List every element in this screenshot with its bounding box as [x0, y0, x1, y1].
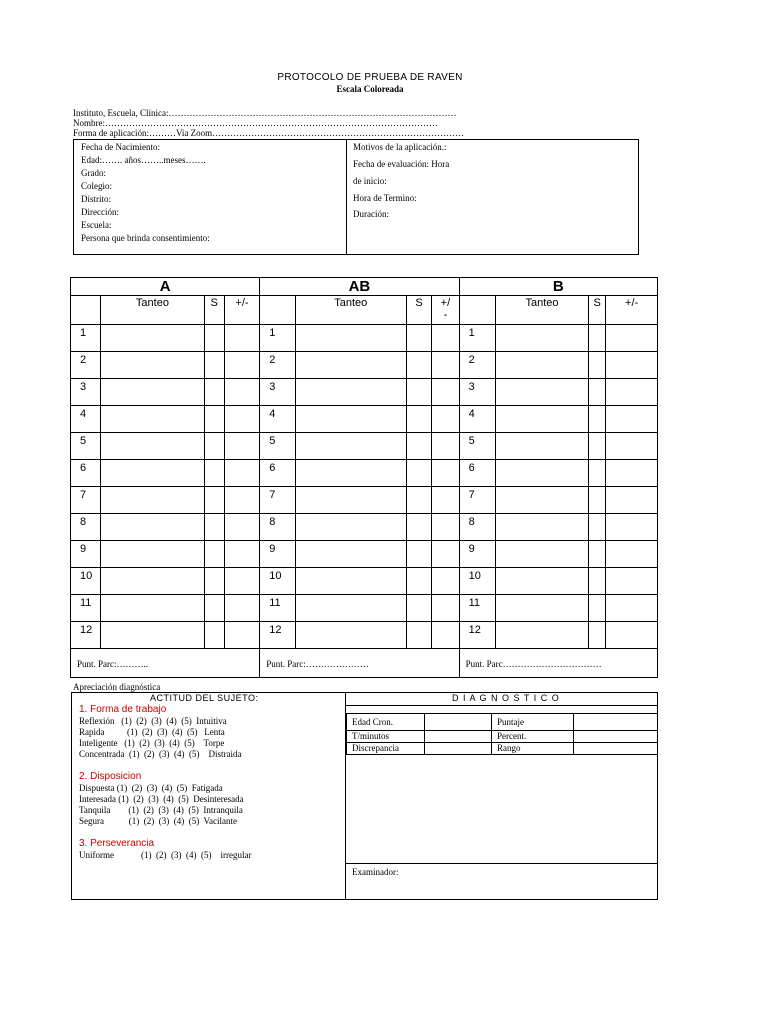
- pm-cell-b[interactable]: [606, 460, 658, 487]
- motivos-field[interactable]: Motivos de la aplicación.:: [353, 142, 447, 152]
- col-pm-ab-part2: -: [443, 309, 448, 321]
- s-cell-ab[interactable]: [406, 433, 431, 460]
- actitud-row[interactable]: Uniforme (1) (2) (3) (4) (5) irregular: [79, 850, 252, 860]
- col-s-a: S: [204, 296, 224, 325]
- s-cell-a[interactable]: [204, 487, 224, 514]
- pm-cell-ab[interactable]: [432, 622, 459, 649]
- item-number-ab: 5: [260, 433, 295, 460]
- item-number-a: 1: [71, 325, 101, 352]
- pm-cell-ab[interactable]: [432, 352, 459, 379]
- pm-cell-a[interactable]: [224, 406, 259, 433]
- tanteo-cell-a[interactable]: [101, 514, 204, 541]
- tanteo-cell-a[interactable]: [101, 487, 204, 514]
- info-divider: [346, 140, 347, 254]
- tanteo-cell-a[interactable]: [101, 541, 204, 568]
- discrepancia-label: Discrepancia: [347, 743, 425, 755]
- s-cell-ab[interactable]: [406, 352, 431, 379]
- pm-cell-b[interactable]: [606, 325, 658, 352]
- s-cell-b[interactable]: [589, 568, 606, 595]
- pm-cell-a[interactable]: [224, 325, 259, 352]
- tanteo-cell-a[interactable]: [101, 379, 204, 406]
- edad-field[interactable]: Edad:……. años……..meses…….: [81, 155, 206, 165]
- instituto-field[interactable]: Instituto, Escuela, Clínica:……………………………………………………………………………………: [73, 108, 457, 118]
- pm-cell-ab[interactable]: [432, 487, 459, 514]
- score-row: [71, 568, 658, 595]
- tanteo-cell-ab[interactable]: [295, 433, 406, 460]
- s-cell-b[interactable]: [589, 595, 606, 622]
- item-number-b: 7: [459, 487, 495, 514]
- pm-cell-a[interactable]: [224, 433, 259, 460]
- percent-value[interactable]: [574, 731, 658, 743]
- col-tanteo-a: Tanteo: [101, 296, 204, 325]
- col-tanteo-b: Tanteo: [496, 296, 589, 325]
- pm-cell-b[interactable]: [606, 568, 658, 595]
- s-cell-ab[interactable]: [406, 379, 431, 406]
- colegio-field[interactable]: Colegio:: [81, 181, 112, 191]
- actitud-row[interactable]: Segura (1) (2) (3) (4) (5) Vacilante: [79, 816, 238, 826]
- s-cell-b[interactable]: [589, 406, 606, 433]
- pm-cell-a[interactable]: [224, 460, 259, 487]
- item-number-a: 6: [71, 460, 101, 487]
- section-ab-header: AB: [260, 278, 459, 296]
- s-cell-ab[interactable]: [406, 487, 431, 514]
- actitud-row[interactable]: Inteligente (1) (2) (3) (4) (5) Torpe: [79, 738, 225, 748]
- pm-cell-ab[interactable]: [432, 541, 459, 568]
- item-number-a: 2: [71, 352, 101, 379]
- s-cell-a[interactable]: [204, 622, 224, 649]
- s-cell-ab[interactable]: [406, 460, 431, 487]
- s-cell-a[interactable]: [204, 460, 224, 487]
- tanteo-cell-ab[interactable]: [295, 379, 406, 406]
- pm-cell-b[interactable]: [606, 352, 658, 379]
- tanteo-cell-ab[interactable]: [295, 568, 406, 595]
- score-row: [71, 325, 658, 352]
- s-cell-a[interactable]: [204, 568, 224, 595]
- duracion-field[interactable]: Duración:: [353, 209, 389, 219]
- score-table: [70, 277, 658, 678]
- escuela-field[interactable]: Escuela:: [81, 220, 112, 230]
- section-b-header: B: [459, 278, 657, 296]
- col-pm-b: +/-: [606, 296, 658, 325]
- diag-title-line: [346, 705, 657, 706]
- item-number-a: 11: [71, 595, 101, 622]
- item-number-a: 12: [71, 622, 101, 649]
- score-row: [71, 595, 658, 622]
- s-cell-ab[interactable]: [406, 406, 431, 433]
- tanteo-cell-b[interactable]: [496, 487, 589, 514]
- actitud-row[interactable]: Tanquila (1) (2) (3) (4) (5) Intranquila: [79, 805, 243, 815]
- info-box: [73, 139, 639, 255]
- pm-cell-a[interactable]: [224, 514, 259, 541]
- grado-field[interactable]: Grado:: [81, 168, 106, 178]
- discrepancia-value[interactable]: [425, 743, 492, 755]
- item-number-b: 5: [459, 433, 495, 460]
- item-number-b: 8: [459, 514, 495, 541]
- item-number-ab: 6: [260, 460, 295, 487]
- tminutos-label: T/minutos: [347, 731, 425, 743]
- tanteo-cell-a[interactable]: [101, 460, 204, 487]
- tanteo-cell-a[interactable]: [101, 406, 204, 433]
- direccion-field[interactable]: Dirección:: [81, 207, 119, 217]
- s-cell-a[interactable]: [204, 595, 224, 622]
- rango-label: Rango: [492, 743, 574, 755]
- tanteo-cell-b[interactable]: [496, 595, 589, 622]
- item-number-ab: 2: [260, 352, 295, 379]
- col-s-b: S: [589, 296, 606, 325]
- tanteo-cell-ab[interactable]: [295, 325, 406, 352]
- disposicion-heading: 2. Disposicion: [79, 771, 142, 782]
- pm-cell-b[interactable]: [606, 622, 658, 649]
- pm-cell-b[interactable]: [606, 433, 658, 460]
- tanteo-cell-ab[interactable]: [295, 541, 406, 568]
- punt-parc-b[interactable]: Punt. Parc……………………………: [459, 649, 657, 678]
- s-cell-a[interactable]: [204, 406, 224, 433]
- score-row: [71, 406, 658, 433]
- pm-cell-ab[interactable]: [432, 595, 459, 622]
- s-cell-ab[interactable]: [406, 541, 431, 568]
- tanteo-cell-b[interactable]: [496, 541, 589, 568]
- hora-inicio-field[interactable]: de inicio:: [353, 176, 387, 186]
- tanteo-cell-ab[interactable]: [295, 460, 406, 487]
- pm-cell-ab[interactable]: [432, 406, 459, 433]
- forma-trabajo-heading: 1. Forma de trabajo: [79, 704, 167, 715]
- pm-cell-ab[interactable]: [432, 568, 459, 595]
- item-number-ab: 3: [260, 379, 295, 406]
- s-cell-ab[interactable]: [406, 595, 431, 622]
- tanteo-cell-b[interactable]: [496, 433, 589, 460]
- actitud-row[interactable]: Reflexión (1) (2) (3) (4) (5) Intuitiva: [79, 716, 227, 726]
- punt-parc-a[interactable]: Punt. Parc:………..: [71, 649, 260, 678]
- pm-cell-a[interactable]: [224, 352, 259, 379]
- col-s-ab: S: [406, 296, 431, 325]
- forma-aplicacion-field[interactable]: Forma de aplicación:………Via Zoom…………………………………………………………………………: [73, 128, 465, 138]
- pm-cell-a[interactable]: [224, 622, 259, 649]
- actitud-row[interactable]: Concentrada (1) (2) (3) (4) (5) Distraida: [79, 749, 242, 759]
- consentimiento-field[interactable]: Persona que brinda consentimiento:: [81, 233, 210, 243]
- form-title: PROTOCOLO DE PRUEBA DE RAVEN: [277, 72, 463, 83]
- item-number-a: 3: [71, 379, 101, 406]
- pm-cell-ab[interactable]: [432, 460, 459, 487]
- item-number-ab: 12: [260, 622, 295, 649]
- percent-label: Percent.: [492, 731, 574, 743]
- item-number-b: 9: [459, 541, 495, 568]
- tminutos-value[interactable]: [425, 731, 492, 743]
- s-cell-a[interactable]: [204, 433, 224, 460]
- tanteo-cell-b[interactable]: [496, 460, 589, 487]
- tanteo-cell-b[interactable]: [496, 622, 589, 649]
- puntaje-label: Puntaje: [492, 714, 574, 731]
- score-row: [71, 541, 658, 568]
- pm-cell-ab[interactable]: [432, 325, 459, 352]
- s-cell-ab[interactable]: [406, 568, 431, 595]
- s-cell-a[interactable]: [204, 541, 224, 568]
- s-cell-a[interactable]: [204, 379, 224, 406]
- pm-cell-a[interactable]: [224, 379, 259, 406]
- item-number-ab: 10: [260, 568, 295, 595]
- col-pm-a: +/-: [224, 296, 259, 325]
- tanteo-cell-ab[interactable]: [295, 487, 406, 514]
- pm-cell-ab[interactable]: [432, 514, 459, 541]
- fecha-nacimiento-field[interactable]: Fecha de Nacimiento:: [81, 142, 160, 152]
- item-number-ab: 4: [260, 406, 295, 433]
- item-number-ab: 8: [260, 514, 295, 541]
- pm-cell-b[interactable]: [606, 595, 658, 622]
- s-cell-b[interactable]: [589, 460, 606, 487]
- pm-cell-a[interactable]: [224, 487, 259, 514]
- col-pm-ab-part1: +/: [440, 297, 451, 309]
- item-number-ab: 11: [260, 595, 295, 622]
- s-cell-b[interactable]: [589, 487, 606, 514]
- pm-cell-ab[interactable]: [432, 379, 459, 406]
- col-pm-ab: [432, 296, 459, 325]
- tanteo-cell-b[interactable]: [496, 325, 589, 352]
- tanteo-cell-ab[interactable]: [295, 514, 406, 541]
- tanteo-cell-a[interactable]: [101, 568, 204, 595]
- item-number-b: 1: [459, 325, 495, 352]
- item-number-a: 7: [71, 487, 101, 514]
- examinador-field[interactable]: Examinador:: [352, 867, 399, 877]
- s-cell-ab[interactable]: [406, 514, 431, 541]
- diagnostico-table: [346, 713, 658, 755]
- actitud-row[interactable]: Rapida (1) (2) (3) (4) (5) Lenta: [79, 727, 225, 737]
- tanteo-cell-b[interactable]: [496, 514, 589, 541]
- tanteo-cell-b[interactable]: [496, 379, 589, 406]
- score-row: [71, 433, 658, 460]
- s-cell-b[interactable]: [589, 514, 606, 541]
- actitud-row[interactable]: Dispuesta (1) (2) (3) (4) (5) Fatigada: [79, 783, 223, 793]
- rango-value[interactable]: [574, 743, 658, 755]
- score-row: [71, 622, 658, 649]
- tanteo-cell-ab[interactable]: [295, 595, 406, 622]
- s-cell-a[interactable]: [204, 325, 224, 352]
- item-number-a: 5: [71, 433, 101, 460]
- pm-cell-b[interactable]: [606, 514, 658, 541]
- col-tanteo-ab: Tanteo: [295, 296, 406, 325]
- nombre-field[interactable]: Nombre:…………………………………………………………………………………………………: [73, 118, 438, 128]
- s-cell-ab[interactable]: [406, 325, 431, 352]
- item-number-ab: 1: [260, 325, 295, 352]
- score-row: [71, 460, 658, 487]
- actitud-row[interactable]: Interesada (1) (2) (3) (4) (5) Desinteresada: [79, 794, 244, 804]
- item-number-b: 6: [459, 460, 495, 487]
- diagnostico-title: D I A G N O S T I C O: [452, 693, 560, 703]
- pm-cell-b[interactable]: [606, 541, 658, 568]
- pm-cell-a[interactable]: [224, 541, 259, 568]
- s-cell-a[interactable]: [204, 352, 224, 379]
- item-number-ab: 9: [260, 541, 295, 568]
- s-cell-b[interactable]: [589, 352, 606, 379]
- tanteo-cell-ab[interactable]: [295, 406, 406, 433]
- s-cell-b[interactable]: [589, 622, 606, 649]
- col-num-b: [459, 296, 495, 325]
- item-number-a: 8: [71, 514, 101, 541]
- s-cell-b[interactable]: [589, 433, 606, 460]
- apreciacion-label: Apreciación diagnóstica: [73, 682, 161, 692]
- examinador-line: [346, 863, 657, 864]
- pm-cell-b[interactable]: [606, 379, 658, 406]
- tanteo-cell-b[interactable]: [496, 406, 589, 433]
- perseverancia-heading: 3. Perseverancia: [79, 838, 155, 849]
- tanteo-cell-a[interactable]: [101, 595, 204, 622]
- col-num-ab: [260, 296, 295, 325]
- score-row: [71, 487, 658, 514]
- item-number-b: 3: [459, 379, 495, 406]
- actitud-title: ACTITUD DEL SUJETO:: [150, 693, 259, 703]
- tanteo-cell-a[interactable]: [101, 433, 204, 460]
- hora-termino-field[interactable]: Hora de Termino:: [353, 193, 417, 203]
- s-cell-ab[interactable]: [406, 622, 431, 649]
- item-number-b: 11: [459, 595, 495, 622]
- s-cell-b[interactable]: [589, 541, 606, 568]
- item-number-b: 12: [459, 622, 495, 649]
- tanteo-cell-b[interactable]: [496, 352, 589, 379]
- edad-cron-label: Edad Cron.: [347, 714, 425, 731]
- s-cell-a[interactable]: [204, 514, 224, 541]
- pm-cell-b[interactable]: [606, 487, 658, 514]
- tanteo-cell-a[interactable]: [101, 622, 204, 649]
- score-row: [71, 514, 658, 541]
- item-number-b: 2: [459, 352, 495, 379]
- tanteo-cell-ab[interactable]: [295, 622, 406, 649]
- col-num-a: [71, 296, 101, 325]
- tanteo-cell-ab[interactable]: [295, 352, 406, 379]
- punt-parc-ab[interactable]: Punt. Parc:…………………: [260, 649, 459, 678]
- item-number-ab: 7: [260, 487, 295, 514]
- item-number-a: 4: [71, 406, 101, 433]
- form-subtitle: Escala Coloreada: [336, 84, 404, 94]
- edad-cron-value[interactable]: [425, 714, 492, 731]
- item-number-a: 10: [71, 568, 101, 595]
- tanteo-cell-b[interactable]: [496, 568, 589, 595]
- s-cell-b[interactable]: [589, 379, 606, 406]
- pm-cell-a[interactable]: [224, 595, 259, 622]
- pm-cell-a[interactable]: [224, 568, 259, 595]
- section-a-header: A: [71, 278, 260, 296]
- score-row: [71, 352, 658, 379]
- s-cell-b[interactable]: [589, 325, 606, 352]
- pm-cell-b[interactable]: [606, 406, 658, 433]
- puntaje-value[interactable]: [574, 714, 658, 731]
- fecha-evaluacion-field[interactable]: Fecha de evaluación: Hora: [353, 159, 450, 169]
- tanteo-cell-a[interactable]: [101, 352, 204, 379]
- item-number-b: 4: [459, 406, 495, 433]
- item-number-b: 10: [459, 568, 495, 595]
- pm-cell-ab[interactable]: [432, 433, 459, 460]
- item-number-a: 9: [71, 541, 101, 568]
- distrito-field[interactable]: Distrito:: [81, 194, 112, 204]
- score-rows: [71, 325, 658, 649]
- tanteo-cell-a[interactable]: [101, 325, 204, 352]
- score-row: [71, 379, 658, 406]
